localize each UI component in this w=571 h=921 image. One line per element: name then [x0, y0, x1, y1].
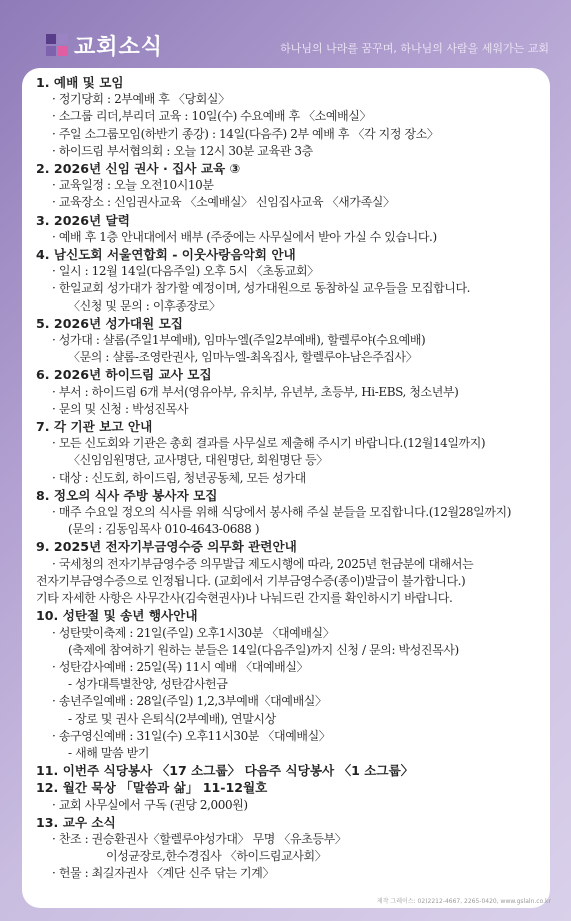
section-heading: 8. 정오의 식사 주방 봉사자 모집 — [36, 487, 218, 503]
section-heading: 9. 2025년 전자기부금영수증 의무화 관련안내 — [36, 539, 297, 555]
section-line: 이성균장로,한수경집사 〈하이드림교사회〉 — [106, 849, 327, 864]
news-card — [22, 68, 550, 908]
section-line: 〈신임임원명단, 교사명단, 대원명단, 회원명단 등〉 — [68, 453, 328, 468]
section-heading: 1. 예배 및 모임 — [36, 75, 124, 90]
section-heading: 13. 교우 소식 — [36, 814, 116, 830]
section-line: · 성탄감사예배 : 25일(목) 11시 예배 〈대예배실〉 — [52, 659, 309, 674]
section-line: · 매주 수요일 정오의 식사를 위해 식당에서 봉사해 주실 분들을 모집합니다.(12월28일까지) — [52, 505, 512, 520]
section-heading: 11. 이번주 식당봉사 〈17 소그룹〉 다음주 식당봉사 〈1 소그룹〉 — [36, 763, 414, 779]
section-line: 〈신청 및 문의 : 이후종장로〉 — [68, 298, 221, 313]
section-line: · 성탄맞이축제 : 21일(주일) 오후1시30분 〈대예배실〉 — [52, 625, 335, 640]
section-heading: 3. 2026년 달력 — [36, 212, 130, 228]
section-line: 전자기부금영수증으로 인정됩니다. (교회에서 기부금영수증(종이)발급이 불가합니다.) — [36, 573, 466, 588]
section-line: - 성가대특별찬양, 성탄감사헌금 — [68, 677, 228, 692]
section-heading: 7. 각 기관 보고 안내 — [36, 419, 153, 435]
section-line: · 성가대 : 샬롬(주일1부예배), 임마누엘(주일2부예배), 할렐루야(수요예배) — [52, 333, 426, 348]
footer-credit: 제작 그레이스: 02)2212-4667, 2265-0420, www.gslaln.co.kr — [376, 898, 551, 905]
section-line: · 모든 신도회와 기관은 총회 결과를 사무실로 제출해 주시기 바랍니다.(12월14일까지) — [52, 436, 486, 451]
section-line: (축제에 참여하기 원하는 분들은 14일(다음주일)까지 신청 / 문의: 박성진목사) — [68, 642, 459, 657]
section-line: - 장로 및 권사 은퇴식(2부예배), 연말시상 — [68, 711, 276, 726]
section-line: · 하이드림 부서협의회 : 오늘 12시 30분 교육관 3층 — [52, 143, 313, 158]
section-line: · 찬조 : 권승환권사〈할렐루야성가대〉 무명 〈유초등부〉 — [52, 831, 347, 846]
section-line: (문의 : 김동임목사 010-4643-0688 ) — [68, 522, 260, 537]
section-line: · 주일 소그룹모임(하반기 종강) : 14일(다음주) 2부 예배 후 〈각 지정 장소〉 — [52, 126, 439, 141]
section-heading: 5. 2026년 성가대원 모집 — [36, 315, 183, 331]
page-title: 교회소식 — [74, 34, 164, 59]
section-heading: 12. 월간 묵상 「말씀과 삶」 11-12월호 — [36, 780, 268, 796]
section-line: · 정기당회 : 2부예배 후 〈당회실〉 — [52, 92, 230, 107]
section-line: · 교육일정 : 오늘 오전10시10분 — [52, 178, 214, 193]
section-line: · 한일교회 성가대가 참가할 예정이며, 성가대원으로 동참하실 교우들을 모집합니다. — [52, 281, 471, 296]
section-line: 〈문의 : 샬롬-조영란권사, 임마누엘-최옥집사, 할렐루야-남은주집사〉 — [68, 350, 418, 365]
section-line: · 교육장소 : 신임권사교육 〈소예배실〉 신임집사교육 〈새가족실〉 — [52, 195, 395, 210]
church-logo-icon — [46, 34, 68, 56]
section-line: · 헌물 : 최길자권사 〈계단 신주 닦는 기계〉 — [52, 866, 275, 881]
section-heading: 6. 2026년 하이드림 교사 모집 — [36, 367, 212, 383]
section-line: · 송년주일예배 : 28일(주일) 1,2,3부예배〈대예배실〉 — [52, 694, 327, 709]
section-heading: 4. 남신도회 서울연합회 - 이웃사랑음악회 안내 — [36, 247, 296, 263]
section-heading: 2. 2026년 신임 권사 · 집사 교육 ③ — [36, 161, 241, 177]
slogan: 하나님의 나라를 꿈꾸며, 하나님의 사람을 세워가는 교회 — [280, 42, 549, 55]
section-line: · 국세청의 전자기부금영수증 의무발급 제도시행에 따라, 2025년 헌금분에 대해서는 — [52, 556, 474, 571]
section-line: · 일시 : 12월 14일(다음주일) 오후 5시 〈초동교회〉 — [52, 264, 319, 279]
section-line: · 대상 : 신도회, 하이드림, 청년공동체, 모든 성가대 — [52, 470, 306, 485]
section-line: 기타 자세한 사항은 사무간사(김숙현권사)나 나눠드린 간지를 확인하시기 바랍니다. — [36, 591, 453, 606]
section-heading: 10. 성탄절 및 송년 행사안내 — [36, 608, 198, 624]
section-line: · 교회 사무실에서 구독 (권당 2,000원) — [52, 797, 248, 812]
header — [0, 0, 571, 70]
section-line: · 소그룹 리더,부리더 교육 : 10일(수) 수요예배 후 〈소예배실〉 — [52, 109, 372, 124]
section-line: · 예배 후 1층 안내대에서 배부 (주중에는 사무실에서 받아 가실 수 있습니다.) — [52, 229, 437, 244]
section-line: · 문의 및 신청 : 박성진목사 — [52, 401, 189, 416]
section-line: · 부서 : 하이드림 6개 부서(영유아부, 유치부, 유년부, 초등부, Hi-EBS, 청소년부) — [52, 384, 459, 399]
section-line: - 새해 말씀 받기 — [68, 745, 150, 760]
section-line: · 송구영신예배 : 31일(수) 오후11시30분 〈대예배실〉 — [52, 728, 331, 743]
